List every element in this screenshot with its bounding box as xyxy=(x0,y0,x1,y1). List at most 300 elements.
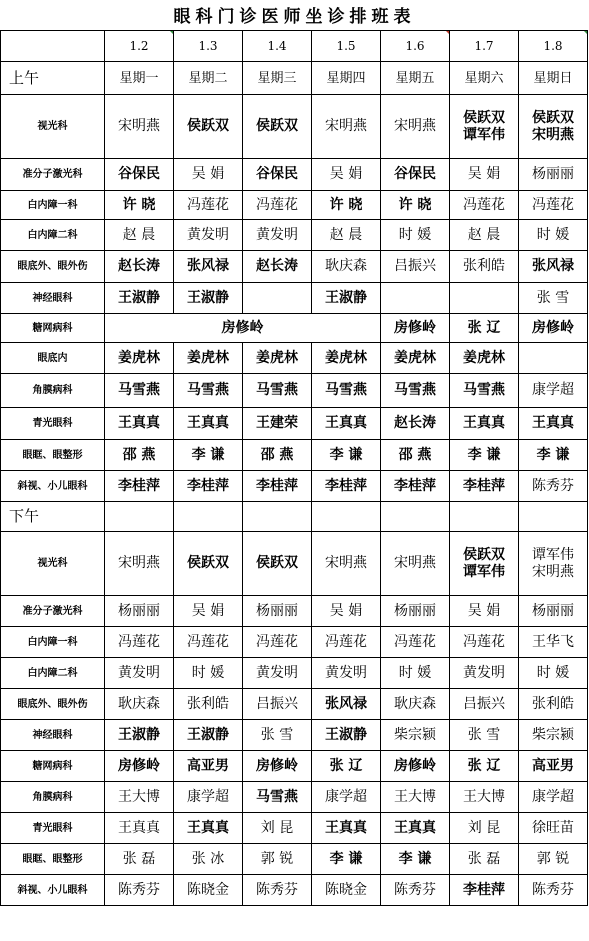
doctor-cell xyxy=(381,689,450,720)
department-label: 准分子激光科 xyxy=(1,159,105,191)
doctor-cell xyxy=(450,95,519,159)
doctor-name: 张 雪 xyxy=(536,289,570,306)
schedule-row xyxy=(1,440,588,471)
department-label: 青光眼科 xyxy=(1,813,105,844)
doctor-name: 李 谦 xyxy=(191,446,225,463)
doctor-name: 张 辽 xyxy=(329,757,363,774)
page-title: 眼科门诊医师坐诊排班表 xyxy=(173,7,416,27)
doctor-name: 时 媛 xyxy=(536,226,570,243)
department-label: 白内障一科 xyxy=(1,191,105,220)
doctor-name: 房修岭 xyxy=(394,757,436,774)
doctor-name: 黄发明 xyxy=(256,664,298,681)
doctor-cell xyxy=(312,374,381,408)
doctor-name: 宋明燕 xyxy=(325,118,367,134)
doctor-name: 刘 昆 xyxy=(260,819,294,836)
doctor-cell xyxy=(243,875,312,906)
doctor-name: 冯莲花 xyxy=(532,196,574,213)
doctor-name: 王真真 xyxy=(463,415,505,431)
doctor-cell xyxy=(174,627,243,658)
doctor-cell xyxy=(105,314,381,343)
doctor-name: 宋明燕 xyxy=(325,555,367,571)
doctor-cell xyxy=(174,95,243,159)
date-cell xyxy=(174,31,243,62)
weekday-cell: 星期四 xyxy=(312,62,381,95)
doctor-name: 姜虎林 xyxy=(118,349,160,366)
doctor-name: 吴 娟 xyxy=(467,602,501,619)
date-cell xyxy=(519,31,588,62)
doctor-name: 吴 娟 xyxy=(329,602,363,619)
doctor-name: 侯跃双 xyxy=(256,118,298,134)
doctor-name: 冯莲花 xyxy=(187,196,229,213)
doctor-cell xyxy=(312,658,381,689)
empty-cell xyxy=(381,502,450,532)
doctor-name: 时 媛 xyxy=(398,664,432,681)
department-label: 糖网病科 xyxy=(1,751,105,782)
doctor-name: 张 辽 xyxy=(467,757,501,774)
department-label: 糖网病科 xyxy=(1,314,105,343)
schedule-table xyxy=(0,30,588,906)
doctor-cell xyxy=(450,689,519,720)
doctor-name: 张 磊 xyxy=(467,850,501,867)
doctor-name: 刘 昆 xyxy=(467,819,501,836)
doctor-name: 张 磊 xyxy=(122,850,156,867)
doctor-name: 高亚男 xyxy=(532,757,574,774)
doctor-cell xyxy=(450,658,519,689)
doctor-name: 李桂萍 xyxy=(463,881,505,898)
department-label: 眼底内 xyxy=(1,343,105,374)
doctor-cell xyxy=(450,251,519,283)
doctor-cell xyxy=(519,627,588,658)
weekday-cell: 星期二 xyxy=(174,62,243,95)
doctor-cell xyxy=(312,283,381,314)
doctor-cell xyxy=(381,95,450,159)
department-label: 神经眼科 xyxy=(1,283,105,314)
doctor-name: 时 媛 xyxy=(536,664,570,681)
doctor-name: 王淑静 xyxy=(325,289,367,306)
department-label: 白内障二科 xyxy=(1,658,105,689)
doctor-name: 李 谦 xyxy=(398,850,432,867)
doctor-name: 马雪燕 xyxy=(256,382,298,398)
doctor-cell xyxy=(519,408,588,440)
doctor-name: 李 谦 xyxy=(329,850,363,867)
doctor-cell xyxy=(174,374,243,408)
doctor-cell xyxy=(105,343,174,374)
doctor-cell xyxy=(450,408,519,440)
doctor-name: 谷保民 xyxy=(118,166,160,182)
doctor-name: 宋明燕 xyxy=(394,555,436,571)
doctor-cell xyxy=(519,220,588,251)
doctor-cell xyxy=(519,596,588,627)
doctor-cell xyxy=(519,844,588,875)
comment-marker-icon xyxy=(583,31,588,36)
doctor-cell xyxy=(381,408,450,440)
doctor-cell xyxy=(381,658,450,689)
doctor-name: 陈秀芬 xyxy=(532,881,574,898)
doctor-cell xyxy=(174,159,243,191)
date-label: 1.2 xyxy=(129,38,149,53)
doctor-name: 黄发明 xyxy=(118,664,160,681)
doctor-name: 王真真 xyxy=(325,415,367,431)
date-label: 1.5 xyxy=(336,38,356,53)
doctor-name: 李 谦 xyxy=(329,446,363,463)
empty-cell xyxy=(519,502,588,532)
doctor-cell xyxy=(312,720,381,751)
doctor-cell xyxy=(381,532,450,596)
doctor-name: 姜虎林 xyxy=(394,349,436,366)
doctor-cell xyxy=(519,658,588,689)
empty-cell xyxy=(174,502,243,532)
doctor-name: 张风禄 xyxy=(325,695,367,712)
doctor-cell xyxy=(105,813,174,844)
weekday-cell: 星期日 xyxy=(519,62,588,95)
date-cell xyxy=(312,31,381,62)
doctor-cell xyxy=(519,751,588,782)
doctor-name: 吴 娟 xyxy=(467,166,501,182)
schedule-row xyxy=(1,532,588,596)
doctor-cell xyxy=(312,220,381,251)
department-label: 白内障二科 xyxy=(1,220,105,251)
doctor-name: 王华飞 xyxy=(532,633,574,650)
doctor-cell xyxy=(174,720,243,751)
doctor-name: 王真真 xyxy=(394,819,436,836)
period-label: 上午 xyxy=(1,62,105,95)
doctor-cell xyxy=(243,191,312,220)
empty-cell xyxy=(450,502,519,532)
doctor-name: 李桂萍 xyxy=(394,477,436,494)
doctor-name: 陈秀芬 xyxy=(118,881,160,898)
doctor-name: 马雪燕 xyxy=(187,382,229,398)
doctor-cell xyxy=(243,751,312,782)
doctor-name: 冯莲花 xyxy=(463,633,505,650)
doctor-name: 李桂萍 xyxy=(187,477,229,494)
doctor-cell xyxy=(243,471,312,502)
doctor-name: 陈秀芬 xyxy=(394,881,436,898)
doctor-name: 侯跃双 xyxy=(463,546,505,563)
doctor-cell xyxy=(312,343,381,374)
doctor-name: 谭军伟 xyxy=(532,546,574,563)
doctor-name: 陈晓金 xyxy=(325,881,367,898)
doctor-cell xyxy=(381,751,450,782)
doctor-cell xyxy=(243,343,312,374)
doctor-name: 康学超 xyxy=(532,788,574,805)
schedule-row xyxy=(1,408,588,440)
doctor-cell xyxy=(174,343,243,374)
doctor-cell xyxy=(105,751,174,782)
doctor-name: 张利皓 xyxy=(463,258,505,274)
schedule-row xyxy=(1,627,588,658)
doctor-cell xyxy=(381,844,450,875)
doctor-name: 张 雪 xyxy=(260,726,294,743)
doctor-cell xyxy=(381,314,450,343)
doctor-cell xyxy=(174,471,243,502)
doctor-name: 杨丽丽 xyxy=(256,602,298,619)
doctor-name: 冯莲花 xyxy=(463,196,505,213)
doctor-name: 张 冰 xyxy=(191,850,225,867)
doctor-cell xyxy=(519,374,588,408)
weekday-cell: 星期一 xyxy=(105,62,174,95)
department-label: 青光眼科 xyxy=(1,408,105,440)
doctor-name: 张风禄 xyxy=(532,258,574,274)
doctor-cell xyxy=(450,627,519,658)
doctor-cell xyxy=(105,596,174,627)
department-label: 角膜病科 xyxy=(1,374,105,408)
doctor-name: 房修岭 xyxy=(256,757,298,774)
schedule-row xyxy=(1,471,588,502)
period-label: 下午 xyxy=(1,502,105,532)
doctor-cell xyxy=(105,720,174,751)
schedule-row xyxy=(1,844,588,875)
doctor-cell xyxy=(243,251,312,283)
schedule-row xyxy=(1,875,588,906)
doctor-name: 张 雪 xyxy=(467,726,501,743)
doctor-cell xyxy=(174,875,243,906)
doctor-name: 赵 晨 xyxy=(122,226,156,243)
doctor-name: 宋明燕 xyxy=(118,118,160,134)
date-label: 1.7 xyxy=(474,38,494,53)
schedule-row xyxy=(1,689,588,720)
doctor-name: 陈秀芬 xyxy=(256,881,298,898)
schedule-row xyxy=(1,596,588,627)
department-label: 白内障一科 xyxy=(1,627,105,658)
weekday-cell: 星期六 xyxy=(450,62,519,95)
doctor-cell xyxy=(450,844,519,875)
doctor-name: 耿庆森 xyxy=(394,695,436,712)
doctor-cell xyxy=(243,658,312,689)
doctor-name: 吕振兴 xyxy=(394,258,436,274)
doctor-name: 侯跃双 xyxy=(187,118,229,134)
doctor-cell xyxy=(312,251,381,283)
department-label: 角膜病科 xyxy=(1,782,105,813)
doctor-name: 王真真 xyxy=(325,819,367,836)
doctor-cell xyxy=(105,220,174,251)
empty-cell xyxy=(105,502,174,532)
schedule-row xyxy=(1,95,588,159)
doctor-name: 柴宗颍 xyxy=(394,726,436,743)
doctor-name: 宋明燕 xyxy=(394,118,436,134)
doctor-cell xyxy=(519,471,588,502)
doctor-name: 谭军伟 xyxy=(463,126,505,143)
doctor-cell xyxy=(243,813,312,844)
department-label: 眼底外、眼外伤 xyxy=(1,689,105,720)
department-label: 神经眼科 xyxy=(1,720,105,751)
doctor-cell xyxy=(174,283,243,314)
date-cell xyxy=(105,31,174,62)
doctor-name: 徐旺苗 xyxy=(532,819,574,836)
doctor-cell xyxy=(243,408,312,440)
doctor-cell xyxy=(381,159,450,191)
doctor-cell xyxy=(243,532,312,596)
period-row xyxy=(1,502,588,532)
doctor-cell xyxy=(312,532,381,596)
doctor-cell xyxy=(450,532,519,596)
doctor-cell xyxy=(105,782,174,813)
doctor-cell xyxy=(105,283,174,314)
doctor-cell xyxy=(450,440,519,471)
schedule-row xyxy=(1,343,588,374)
doctor-cell xyxy=(105,440,174,471)
doctor-cell xyxy=(312,596,381,627)
doctor-cell xyxy=(174,191,243,220)
doctor-cell xyxy=(312,159,381,191)
doctor-name: 赵长涛 xyxy=(118,258,160,274)
doctor-name: 许 晓 xyxy=(329,196,363,213)
doctor-name: 黄发明 xyxy=(187,226,229,243)
doctor-cell xyxy=(450,782,519,813)
doctor-name: 陈秀芬 xyxy=(532,477,574,494)
doctor-cell xyxy=(381,283,450,314)
doctor-cell xyxy=(519,689,588,720)
doctor-cell xyxy=(519,532,588,596)
doctor-cell xyxy=(105,374,174,408)
doctor-name: 谷保民 xyxy=(394,166,436,182)
schedule-row xyxy=(1,314,588,343)
doctor-name: 赵 晨 xyxy=(467,226,501,243)
doctor-name: 王建荣 xyxy=(256,415,298,431)
doctor-cell xyxy=(174,408,243,440)
doctor-name: 吴 娟 xyxy=(191,166,225,182)
empty-cell xyxy=(312,502,381,532)
doctor-cell xyxy=(312,844,381,875)
doctor-name: 张利皓 xyxy=(187,695,229,712)
doctor-cell xyxy=(174,596,243,627)
doctor-cell xyxy=(243,440,312,471)
date-label: 1.3 xyxy=(198,38,218,53)
doctor-name: 王真真 xyxy=(187,819,229,836)
doctor-name: 郭 锐 xyxy=(260,850,294,867)
schedule-row xyxy=(1,251,588,283)
date-row xyxy=(1,31,588,62)
doctor-name: 赵 晨 xyxy=(329,226,363,243)
weekday-cell: 星期三 xyxy=(243,62,312,95)
doctor-name: 高亚男 xyxy=(187,757,229,774)
doctor-cell xyxy=(243,627,312,658)
schedule-row xyxy=(1,751,588,782)
doctor-name: 房修岭 xyxy=(118,757,160,774)
doctor-name: 王真真 xyxy=(118,415,160,431)
doctor-name: 邵 燕 xyxy=(398,446,432,463)
doctor-cell xyxy=(381,596,450,627)
doctor-cell xyxy=(381,813,450,844)
doctor-name: 房修岭 xyxy=(532,319,574,336)
department-label: 视光科 xyxy=(1,95,105,159)
doctor-name: 赵长涛 xyxy=(394,415,436,431)
doctor-cell xyxy=(450,751,519,782)
doctor-cell xyxy=(174,689,243,720)
doctor-name: 吕振兴 xyxy=(256,695,298,712)
doctor-name: 李 谦 xyxy=(467,446,501,463)
schedule-row xyxy=(1,720,588,751)
schedule-row xyxy=(1,220,588,251)
doctor-cell xyxy=(312,689,381,720)
doctor-name: 王淑静 xyxy=(187,289,229,306)
doctor-name: 侯跃双 xyxy=(187,555,229,571)
doctor-name: 王淑静 xyxy=(187,726,229,743)
doctor-name: 冯莲花 xyxy=(187,633,229,650)
doctor-name: 姜虎林 xyxy=(256,349,298,366)
doctor-name: 张利皓 xyxy=(532,695,574,712)
doctor-name: 许 晓 xyxy=(398,196,432,213)
doctor-cell xyxy=(312,875,381,906)
doctor-name: 康学超 xyxy=(325,788,367,805)
doctor-name: 房修岭 xyxy=(394,319,436,336)
doctor-cell xyxy=(519,875,588,906)
department-label: 眼眶、眼整形 xyxy=(1,440,105,471)
doctor-cell xyxy=(381,440,450,471)
doctor-name: 宋明燕 xyxy=(118,555,160,571)
doctor-cell xyxy=(312,471,381,502)
date-label: 1.8 xyxy=(543,38,563,53)
doctor-name: 侯跃双 xyxy=(532,109,574,126)
doctor-cell xyxy=(312,440,381,471)
doctor-cell xyxy=(174,220,243,251)
doctor-cell xyxy=(450,283,519,314)
doctor-name: 邵 燕 xyxy=(122,446,156,463)
period-row xyxy=(1,62,588,95)
doctor-name: 杨丽丽 xyxy=(118,602,160,619)
doctor-cell xyxy=(450,596,519,627)
doctor-cell xyxy=(174,844,243,875)
doctor-cell xyxy=(105,408,174,440)
doctor-name: 王真真 xyxy=(532,415,574,431)
doctor-cell xyxy=(243,95,312,159)
doctor-name: 马雪燕 xyxy=(256,788,298,805)
doctor-name: 冯莲花 xyxy=(256,196,298,213)
doctor-cell xyxy=(450,343,519,374)
doctor-cell xyxy=(105,471,174,502)
doctor-name: 谷保民 xyxy=(256,166,298,182)
doctor-name: 王淑静 xyxy=(118,289,160,306)
doctor-cell xyxy=(519,782,588,813)
doctor-name: 李 谦 xyxy=(536,446,570,463)
department-label: 眼眶、眼整形 xyxy=(1,844,105,875)
doctor-cell xyxy=(519,95,588,159)
doctor-cell xyxy=(174,813,243,844)
doctor-cell xyxy=(519,251,588,283)
doctor-name: 王大博 xyxy=(463,788,505,805)
doctor-name: 邵 燕 xyxy=(260,446,294,463)
doctor-name: 王大博 xyxy=(394,788,436,805)
date-cell xyxy=(381,31,450,62)
doctor-name: 李桂萍 xyxy=(463,477,505,494)
schedule-row xyxy=(1,813,588,844)
doctor-name: 吴 娟 xyxy=(329,166,363,182)
doctor-cell xyxy=(519,283,588,314)
doctor-cell xyxy=(312,95,381,159)
doctor-name: 姜虎林 xyxy=(463,349,505,366)
doctor-name: 王真真 xyxy=(187,415,229,431)
department-label: 斜视、小儿眼科 xyxy=(1,471,105,502)
doctor-cell xyxy=(450,159,519,191)
doctor-name: 李桂萍 xyxy=(325,477,367,494)
doctor-cell xyxy=(105,159,174,191)
doctor-cell xyxy=(381,251,450,283)
doctor-name: 赵长涛 xyxy=(256,258,298,274)
corner-cell xyxy=(1,31,105,62)
doctor-cell xyxy=(519,159,588,191)
doctor-cell xyxy=(519,440,588,471)
doctor-cell xyxy=(243,283,312,314)
doctor-cell xyxy=(105,658,174,689)
doctor-name: 耿庆森 xyxy=(118,695,160,712)
doctor-cell xyxy=(105,875,174,906)
schedule-row xyxy=(1,191,588,220)
schedule-row xyxy=(1,782,588,813)
schedule-row xyxy=(1,658,588,689)
doctor-name: 宋明燕 xyxy=(532,563,574,580)
doctor-name: 李桂萍 xyxy=(256,477,298,494)
doctor-cell xyxy=(381,720,450,751)
date-label: 1.6 xyxy=(405,38,425,53)
